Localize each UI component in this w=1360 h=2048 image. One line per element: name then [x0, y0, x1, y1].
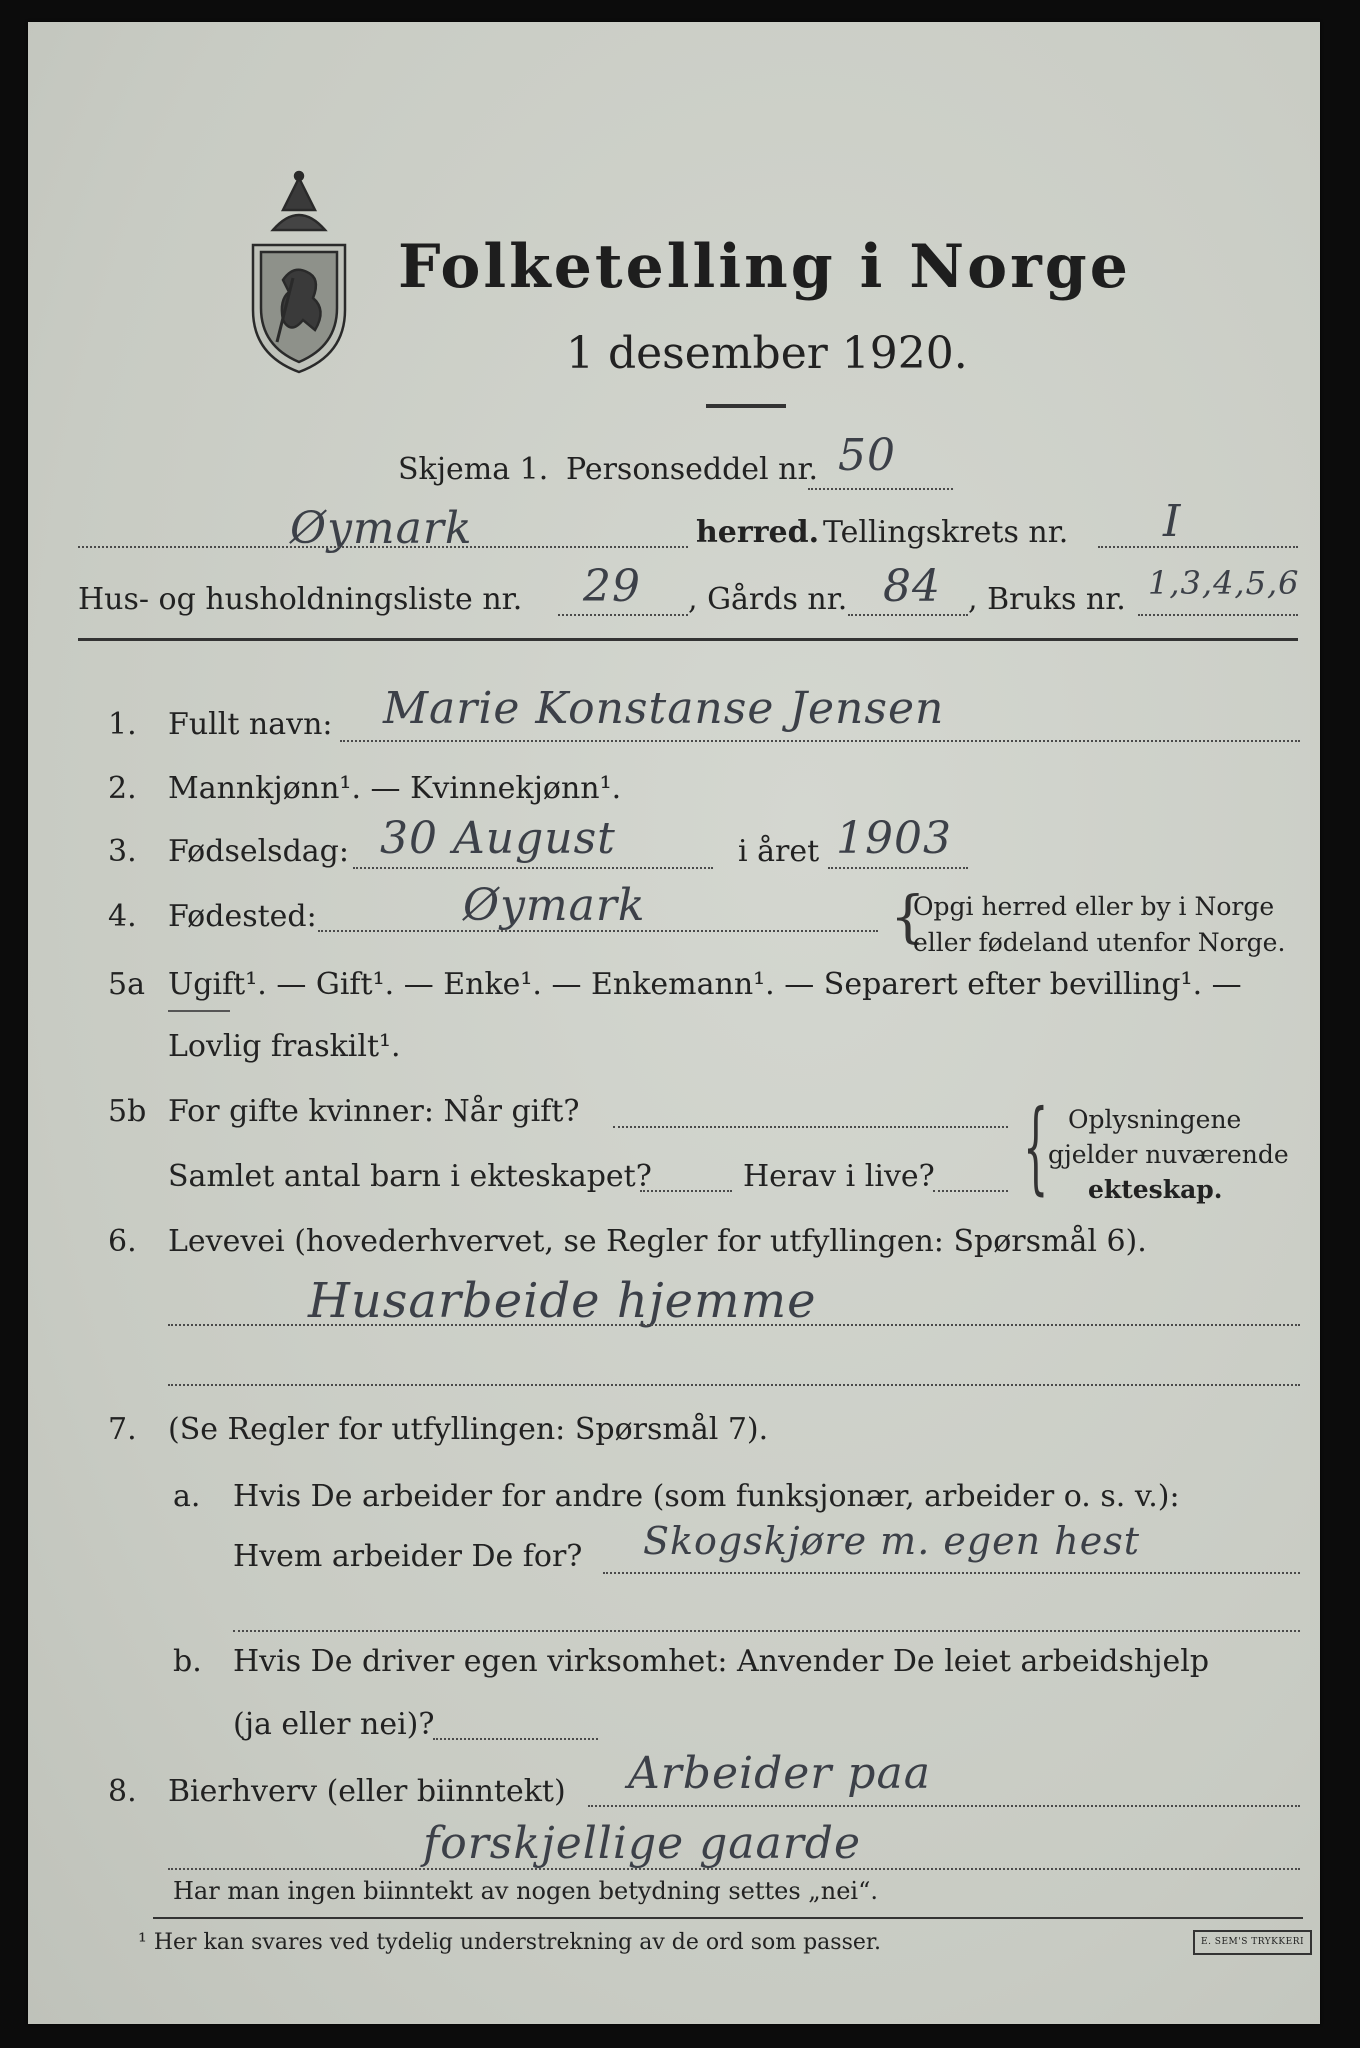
q3-value: 30 August	[380, 813, 616, 864]
q5a-number: 5a	[108, 967, 145, 1002]
personseddel-label: Personseddel nr.	[566, 452, 819, 487]
personseddel-line	[808, 488, 953, 490]
q7-text: (Se Regler for utfyllingen: Spørsmål 7).	[168, 1412, 769, 1447]
q5b-number: 5b	[108, 1094, 147, 1129]
census-date: 1 desember 1920.	[566, 328, 968, 379]
q8-line-2	[168, 1868, 1300, 1870]
q5a-underline-ugift	[168, 1010, 230, 1012]
q3-label: Fødselsdag:	[168, 834, 349, 869]
hus-label: Hus- og husholdningsliste nr.	[78, 582, 523, 617]
q3-year-label: i året	[738, 834, 820, 869]
q7b-text: Hvis De driver egen virksomhet: Anvender De leiet arbeidshjelp	[233, 1644, 1210, 1679]
q5b-text-2: Samlet antal barn i ekteskapet?	[168, 1159, 652, 1194]
q5b-line-2	[640, 1190, 732, 1192]
q7a-line-1	[603, 1572, 1300, 1574]
title-divider	[706, 404, 786, 408]
footer-divider	[153, 1917, 1303, 1919]
hus-line	[558, 614, 688, 616]
q5a-text-2: Lovlig fraskilt¹.	[168, 1029, 401, 1064]
q7b-question: (ja eller nei)?	[233, 1707, 435, 1742]
q5b-text-1: For gifte kvinner: Når gift?	[168, 1094, 580, 1129]
q5b-note-2: gjelder nuværende	[1048, 1140, 1289, 1169]
q1-label: Fullt navn:	[168, 707, 333, 742]
q4-note-2: eller fødeland utenfor Norge.	[913, 928, 1286, 957]
q5b-note-3: ekteskap.	[1088, 1175, 1223, 1204]
q1-number: 1.	[108, 707, 137, 742]
q7a-letter: a.	[173, 1479, 201, 1514]
q7a-line-2	[233, 1630, 1300, 1632]
tellingskrets-value: I	[1163, 496, 1182, 547]
q4-value: Øymark	[463, 880, 646, 931]
q1-line	[340, 740, 1300, 742]
q2-number: 2.	[108, 771, 137, 806]
q5b-line-3	[933, 1190, 1008, 1192]
schema-label: Skjema 1.	[398, 452, 549, 487]
q2-text: Mannkjønn¹. — Kvinnekjønn¹.	[168, 771, 622, 806]
norway-lion-crest-icon	[243, 170, 355, 375]
header-divider	[78, 638, 1298, 641]
gards-line	[848, 614, 968, 616]
q8-label: Bierhverv (eller biinntekt)	[168, 1774, 566, 1809]
herred-label: herred.	[696, 515, 820, 550]
q8-value-2: forskjellige gaarde	[423, 1818, 862, 1869]
q7b-line	[433, 1738, 598, 1740]
q4-label: Fødested:	[168, 899, 317, 934]
form-title: Folketelling i Norge	[398, 232, 1131, 302]
q7a-text: Hvis De arbeider for andre (som funksjonær, arbeider o. s. v.):	[233, 1479, 1180, 1514]
q5b-text-3: Herav i live?	[743, 1159, 935, 1194]
q1-value: Marie Konstanse Jensen	[383, 683, 945, 734]
q8-number: 8.	[108, 1774, 137, 1809]
q5b-line-1	[613, 1126, 1008, 1128]
q6-number: 6.	[108, 1224, 137, 1259]
q6-value: Husarbeide hjemme	[308, 1273, 817, 1329]
q3-line	[353, 867, 713, 869]
q8-line-1	[588, 1805, 1300, 1807]
tellingskrets-label: Tellingskrets nr.	[823, 515, 1069, 550]
herred-value: Øymark	[290, 503, 473, 554]
q4-line	[318, 930, 878, 932]
q6-text: Levevei (hovederhvervet, se Regler for utfyllingen: Spørsmål 6).	[168, 1224, 1147, 1259]
q4-number: 4.	[108, 899, 137, 934]
q3-year-line	[828, 867, 968, 869]
q4-brace: {	[890, 885, 926, 950]
herred-line	[78, 546, 688, 548]
q5b-brace: {	[1023, 1088, 1049, 1205]
tellingskrets-line	[1098, 546, 1298, 548]
q8-value-1: Arbeider paa	[628, 1748, 931, 1799]
gards-label: , Gårds nr.	[688, 582, 848, 617]
q3-number: 3.	[108, 834, 137, 869]
q7a-value: Skogskjøre m. egen hest	[643, 1519, 1140, 1563]
census-form-page	[28, 22, 1320, 2024]
q6-line-2	[168, 1384, 1300, 1386]
q7a-question: Hvem arbeider De for?	[233, 1539, 583, 1574]
q3-year-value: 1903	[836, 813, 952, 864]
q7b-letter: b.	[173, 1644, 202, 1679]
q4-note-1: Opgi herred eller by i Norge	[913, 892, 1275, 921]
q5a-text-1: Ugift¹. — Gift¹. — Enke¹. — Enkemann¹. — Separert efter bevilling¹. —	[168, 967, 1242, 1002]
hus-value: 29	[583, 561, 641, 612]
q7-number: 7.	[108, 1412, 137, 1447]
personseddel-value: 50	[838, 430, 896, 481]
q8-note: Har man ingen biinntekt av nogen betydning settes „nei“.	[173, 1877, 878, 1905]
q5b-note-1: Oplysningene	[1068, 1105, 1242, 1134]
gards-value: 84	[883, 561, 941, 612]
bruks-value: 1,3,4,5,6	[1148, 564, 1300, 602]
q6-line-1	[168, 1324, 1300, 1326]
bruks-line	[1138, 614, 1298, 616]
bruks-label: , Bruks nr.	[968, 582, 1126, 617]
printer-stamp: E. SEM'S TRYKKERI	[1193, 1930, 1312, 1955]
footnote: ¹ Her kan svares ved tydelig understrekning av de ord som passer.	[138, 1930, 881, 1955]
